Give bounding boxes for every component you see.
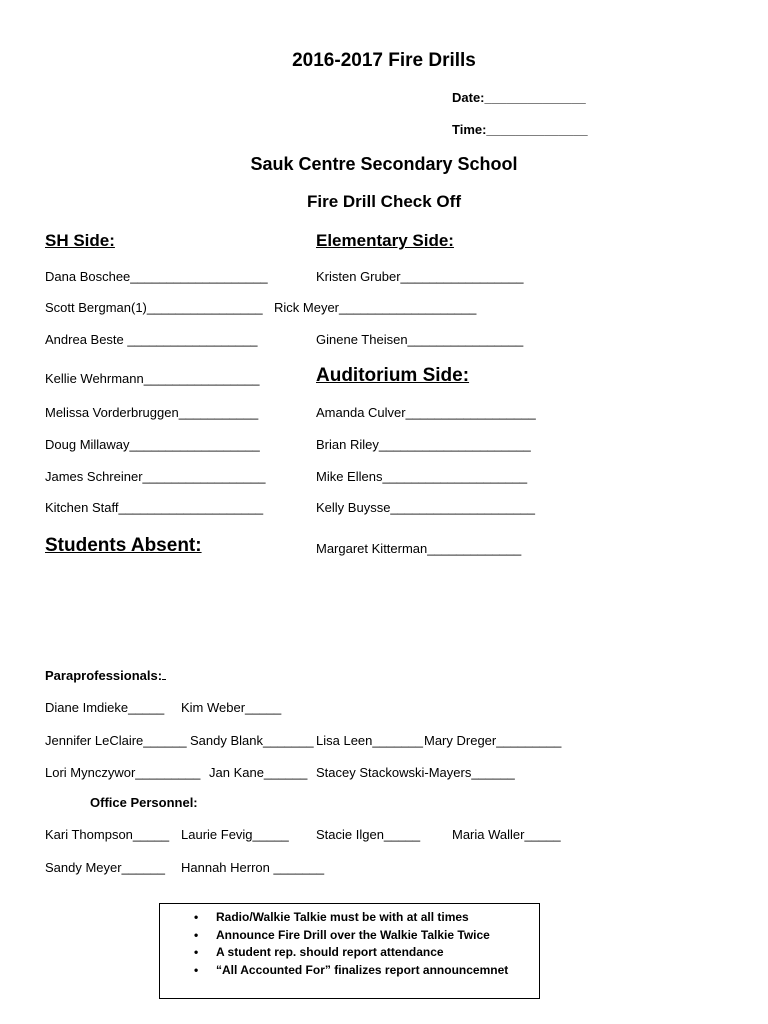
document-title: 2016-2017 Fire Drills	[292, 50, 476, 71]
office-personnel-heading: Office Personnel:	[90, 795, 198, 810]
school-name: Sauk Centre Secondary School	[250, 154, 518, 174]
sh-staff-row: Kitchen Staff____________________	[45, 500, 264, 515]
instruction-item: • A student rep. should report attendance	[216, 944, 539, 962]
instructions-box	[159, 903, 540, 999]
sh-staff-row: Kellie Wehrmann________________	[45, 371, 260, 386]
instruction-item: • “All Accounted For” finalizes report announcemnet	[216, 962, 539, 980]
office-entry: Laurie Fevig_____	[181, 827, 289, 842]
document-subtitle: Fire Drill Check Off	[307, 192, 461, 211]
para-entry: Stacey Stackowski-Mayers______	[316, 765, 515, 780]
sh-side-heading: SH Side:	[45, 231, 115, 250]
para-entry: Kim Weber_____	[181, 700, 282, 715]
instructions-list	[160, 909, 539, 979]
sh-staff-row: Andrea Beste __________________	[45, 332, 258, 347]
elementary-staff-row: Kristen Gruber_________________	[316, 269, 524, 284]
office-entry: Sandy Meyer______	[45, 860, 165, 875]
instruction-item: • Announce Fire Drill over the Walkie Talkie Twice	[216, 927, 539, 945]
elementary-staff-row: Rick Meyer___________________	[274, 300, 477, 315]
auditorium-staff-row: Margaret Kitterman_____________	[316, 541, 522, 556]
sh-staff-row: Dana Boschee___________________	[45, 269, 268, 284]
heading-underline-gap	[162, 669, 166, 680]
elementary-staff-row: Ginene Theisen________________	[316, 332, 524, 347]
para-entry: Lisa Leen_______	[316, 733, 423, 748]
para-entry: Mary Dreger_________	[424, 733, 562, 748]
auditorium-side-heading: Auditorium Side:	[316, 365, 470, 386]
para-entry: Diane Imdieke_____	[45, 700, 165, 715]
paraprofessionals-heading	[45, 668, 166, 683]
office-entry: Hannah Herron _______	[181, 860, 325, 875]
office-entry: Maria Waller_____	[452, 827, 561, 842]
para-entry: Sandy Blank_______	[190, 733, 314, 748]
sh-staff-row: James Schreiner_________________	[45, 469, 266, 484]
sh-staff-row: Melissa Vorderbruggen___________	[45, 405, 259, 420]
para-entry: Jennifer LeClaire______	[45, 733, 187, 748]
elementary-side-heading: Elementary Side:	[316, 231, 454, 250]
students-absent-heading: Students Absent:	[45, 535, 202, 556]
auditorium-staff-row: Kelly Buysse____________________	[316, 500, 536, 515]
date-field: Date:______________	[452, 90, 586, 105]
office-entry: Kari Thompson_____	[45, 827, 170, 842]
office-entry: Stacie Ilgen_____	[316, 827, 421, 842]
paraprofessionals-heading-text: Paraprofessionals:	[45, 668, 163, 683]
sh-staff-row: Scott Bergman(1)________________	[45, 300, 263, 315]
sh-staff-row: Doug Millaway__________________	[45, 437, 260, 452]
auditorium-staff-row: Brian Riley_____________________	[316, 437, 531, 452]
time-field: Time:______________	[452, 122, 588, 137]
auditorium-staff-row: Mike Ellens____________________	[316, 469, 528, 484]
instruction-item: • Radio/Walkie Talkie must be with at all times	[216, 909, 539, 927]
para-entry: Jan Kane______	[209, 765, 308, 780]
auditorium-staff-row: Amanda Culver__________________	[316, 405, 536, 420]
para-entry: Lori Mynczywor_________	[45, 765, 201, 780]
